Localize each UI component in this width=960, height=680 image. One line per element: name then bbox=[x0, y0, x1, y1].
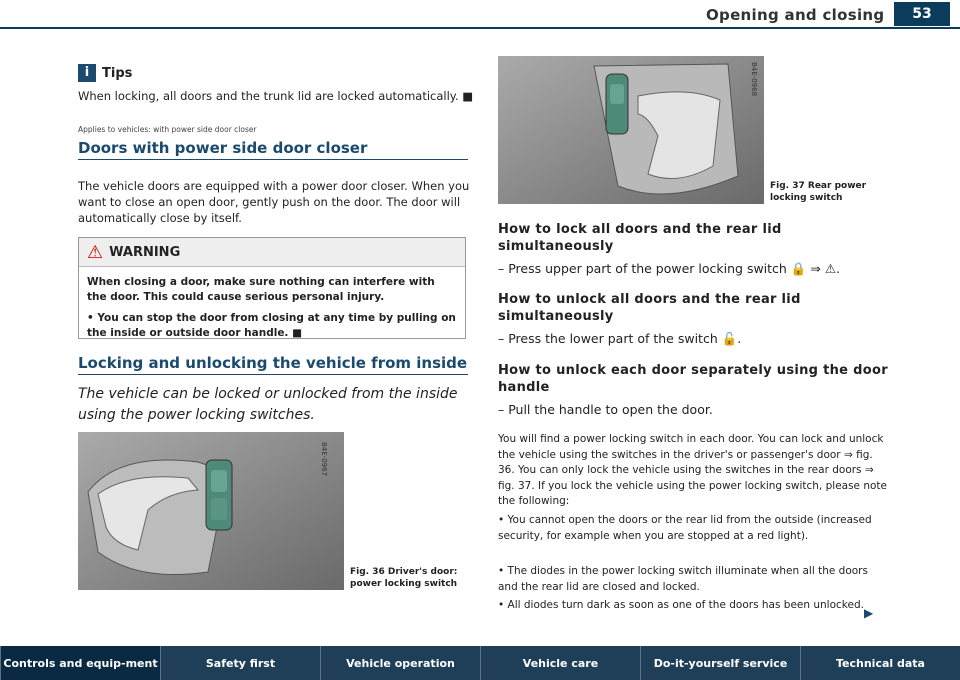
step-unlock-all: – Press the lower part of the switch 🔓. bbox=[498, 331, 742, 346]
power-closer-body: The vehicle doors are equipped with a power door closer. When you want to close an open door, gently push on the door. The door will automatically close by itself. bbox=[78, 179, 470, 225]
footer-tab-diy[interactable]: Do-it-yourself service bbox=[640, 646, 800, 680]
warning-icon: ⚠ bbox=[87, 241, 104, 263]
footer-tab-technical[interactable]: Technical data bbox=[800, 646, 960, 680]
tips-heading-row bbox=[78, 64, 132, 82]
footer-tab-controls[interactable]: Controls and equip-ment bbox=[0, 646, 160, 680]
continue-arrow-icon: ▶ bbox=[864, 606, 874, 620]
figure-36-caption-text: power locking switch bbox=[350, 579, 458, 589]
figure-37-image bbox=[498, 56, 764, 204]
section-title-locking: Locking and unlocking the vehicle from inside bbox=[78, 354, 468, 372]
figure-37-code: B4E-0968 bbox=[750, 62, 758, 97]
step-lock-all: – Press upper part of the power locking switch 🔒 ⇒ ⚠. bbox=[498, 261, 840, 276]
figure-37-caption-text: locking switch bbox=[770, 193, 843, 203]
page-header-title: Opening and closing bbox=[706, 6, 885, 24]
heading-unlock-all: How to unlock all doors and the rear lid simultaneously bbox=[498, 292, 801, 324]
figure-36-code: B4E-0967 bbox=[320, 442, 328, 477]
figure-37-caption-bold: Fig. 37 Rear power bbox=[770, 181, 867, 191]
heading-lock-all: How to lock all doors and the rear lid simultaneously bbox=[498, 222, 782, 254]
info-icon: i bbox=[78, 64, 96, 82]
footer-tab-care[interactable]: Vehicle care bbox=[480, 646, 640, 680]
footer-tab-safety[interactable]: Safety first bbox=[160, 646, 320, 680]
locking-paragraph: You will find a power locking switch in each door. You can lock and unlock the vehicle using the switches in the driver's or passenger's door ⇒ fig. 36. You can only lock the vehicle using the switches in the rear doors ⇒ fig. 37. If you lock the vehicle using the power locking switch, please note the following: bbox=[498, 433, 888, 507]
rear-switch-illustration bbox=[498, 56, 764, 204]
warning-heading: WARNING bbox=[109, 244, 181, 260]
bullet-outside: • You cannot open the doors or the rear lid from the outside (increased security, for example when you are stopped at a red light). bbox=[498, 514, 872, 542]
warning-header bbox=[79, 238, 465, 267]
figure-36-caption bbox=[350, 566, 462, 590]
page-number: 53 bbox=[894, 2, 950, 26]
warning-body bbox=[79, 267, 465, 341]
section-rule bbox=[78, 159, 468, 160]
locking-intro: The vehicle can be locked or unlocked from the inside using the power locking switches. bbox=[78, 386, 458, 423]
step-unlock-each: – Pull the handle to open the door. bbox=[498, 402, 713, 417]
applies-note: Applies to vehicles: with power side door closer bbox=[78, 125, 257, 134]
footer-nav bbox=[0, 646, 960, 680]
warning-box bbox=[78, 237, 466, 339]
header-rule bbox=[0, 27, 960, 29]
door-switch-illustration bbox=[78, 432, 344, 590]
footer-tab-operation[interactable]: Vehicle operation bbox=[320, 646, 480, 680]
section-title-power-closer: Doors with power side door closer bbox=[78, 139, 368, 157]
figure-36-caption-bold: Fig. 36 Driver's door: bbox=[350, 567, 458, 577]
figure-37-caption bbox=[770, 180, 880, 204]
bullet-dark: • All diodes turn dark as soon as one of the doors has been unlocked. bbox=[498, 599, 864, 611]
tips-text: When locking, all doors and the trunk lid are locked automatically. ■ bbox=[78, 89, 474, 103]
bullet-diodes: • The diodes in the power locking switch illuminate when all the doors and the rear lid are closed and locked. bbox=[498, 565, 868, 593]
heading-unlock-each: How to unlock each door separately using the door handle bbox=[498, 363, 888, 395]
tips-heading: Tips bbox=[102, 65, 133, 81]
section-rule-2 bbox=[78, 374, 468, 375]
figure-36-image bbox=[78, 432, 344, 590]
warning-line-1: When closing a door, make sure nothing can interfere with the door. This could cause serious personal injury. bbox=[87, 276, 435, 303]
warning-line-2: • You can stop the door from closing at any time by pulling on the inside or outside door handle. ■ bbox=[87, 312, 456, 339]
